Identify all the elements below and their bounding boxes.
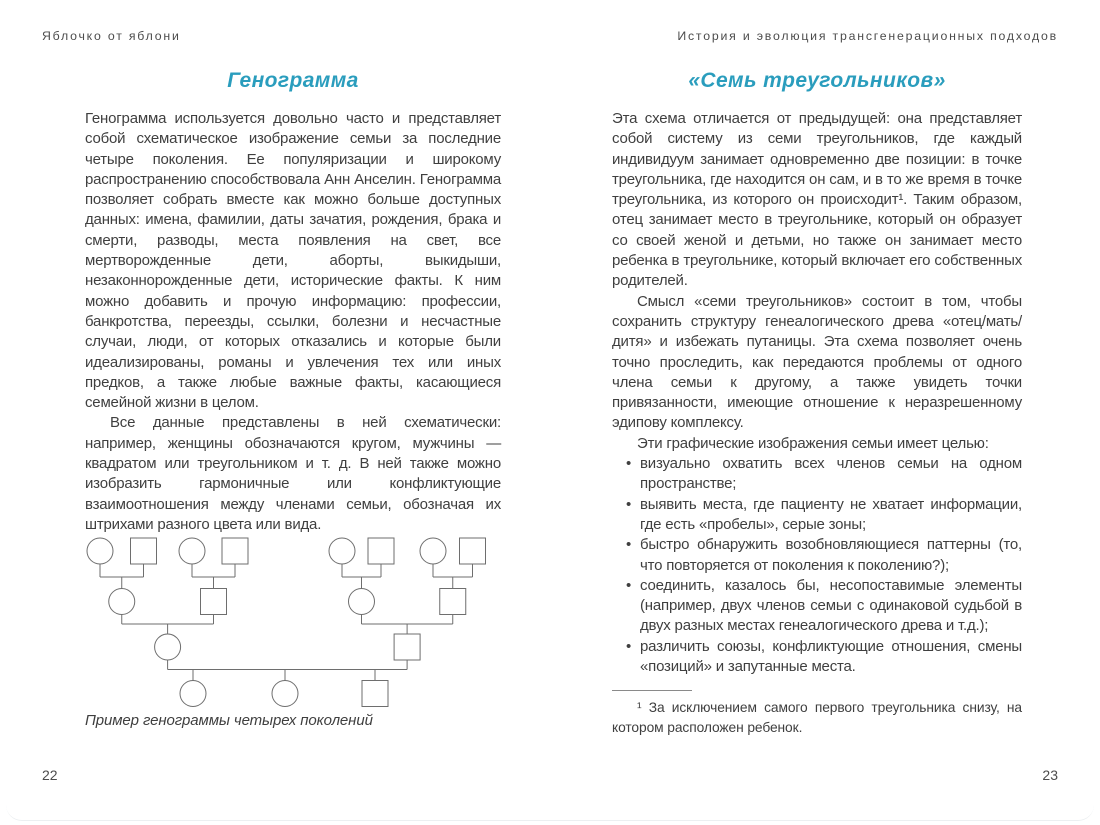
figure-caption: Пример генограммы четырех поколений xyxy=(85,712,373,729)
genogram-male-square xyxy=(440,589,466,615)
genogram-female-circle xyxy=(109,589,135,615)
genogram-female-circle xyxy=(180,681,206,707)
paragraph: Эта схема отличается от предыдущей: она представляет собой систему из семи треугольников, где каждый индивидуум занимает одновременно две позиции: в точке треугольника, где находится он сам, и в то же время в точке треугольника, из которого он происходит¹. Таким образом, отец занимает место в треугольнике, который он образует со своей женой и детьми, но также он занимает место ребенка в треугольнике, который включает его собственных родителей. xyxy=(612,110,1022,290)
left-page xyxy=(85,0,501,825)
genogram-male-square xyxy=(368,538,394,564)
page-number-left: 22 xyxy=(42,767,58,783)
bullet-item: • визуально охватить всех членов семьи на одном пространстве; xyxy=(612,454,1022,495)
footnote-text: ¹ За исключением самого первого треугольника снизу, на котором расположен ребенок. xyxy=(612,700,1022,735)
genogram-diagram xyxy=(85,528,505,713)
paragraph: Смысл «семи треугольников» состоит в том, чтобы сохранить структуру генеалогического древа «отец/мать/дитя» и избежать путаницы. Эта схема позволяет очень точно проследить, как передаются проблемы от одного члена семьи к другому, а также увидеть точки привязанности, имеющие отношение к неразрешенному эдипову комплексу. xyxy=(612,292,1022,432)
footnote xyxy=(612,690,1022,737)
genogram-male-square xyxy=(131,538,157,564)
running-head-right: История и эволюция трансгенерационных подходов xyxy=(677,29,1058,43)
footnote-rule xyxy=(612,690,692,691)
genogram-female-circle xyxy=(272,681,298,707)
genogram-female-circle xyxy=(420,538,446,564)
paragraph: Все данные представлены в ней схематически: например, женщины обозначаются кругом, мужчины — квадратом или треугольником и т. д. В ней также можно изобразить гармоничные или конфликтующие взаимоотношения между членами семьи, обозначая их штрихами разного цвета или вида. xyxy=(85,414,501,533)
bullets-intro: Эти графические изображения семьи имеет целью: xyxy=(637,434,989,452)
bullet-item: • быстро обнаружить возобновляющиеся паттерны (то, что повторяется от поколения к поколению?); xyxy=(612,535,1022,576)
page-number-right: 23 xyxy=(1042,767,1058,783)
genogram-male-square xyxy=(460,538,486,564)
left-page-body xyxy=(85,109,501,535)
right-page-heading: «Семь треугольников» xyxy=(688,69,946,92)
genogram-male-square xyxy=(362,681,388,707)
bullet-item: • соединить, казалось бы, несопоставимые элементы (например, двух членов семьи с одинаковой судьбой в двух разных местах генеалогического древа и т.д.); xyxy=(612,576,1022,637)
right-page-body xyxy=(612,109,1022,677)
right-page xyxy=(612,0,1022,825)
bullet-item: • различить союзы, конфликтующие отношения, смены «позиций» и запутанные места. xyxy=(612,637,1022,678)
running-head-left: Яблочко от яблони xyxy=(42,29,181,43)
genogram-female-circle xyxy=(179,538,205,564)
genogram-female-circle xyxy=(155,634,181,660)
goals-list xyxy=(612,454,1022,677)
genogram-male-square xyxy=(201,589,227,615)
genogram-female-circle xyxy=(87,538,113,564)
genogram-male-square xyxy=(222,538,248,564)
bullet-item: • выявить места, где пациенту не хватает информации, где есть «пробелы», серые зоны; xyxy=(612,495,1022,536)
genogram-female-circle xyxy=(329,538,355,564)
genogram-male-square xyxy=(394,634,420,660)
paragraph: Генограмма используется довольно часто и представляет собой схематическое изображение семьи за последние четыре поколения. Ее популяризации и широкому распространению способствовала Анн Анселин. Генограмма позволяет собрать вместе как можно больше доступных данных: имена, фамилии, даты зачатия, рождения, брака и смерти, разводы, места появления на свет, все мертворожденные дети, аборты, выкидыши, незаконнорожденные дети, исторические факты. К ним можно добавить и прочую информацию: профессии, банкротства, переезды, ссылки, болезни и несчастные случаи, люди, от которых отказались и которые были идеализированы, романы и увлечения тех или иных предков, а также любые важные факты, касающиеся семейной жизни в целом. xyxy=(85,110,501,412)
left-page-heading: Генограмма xyxy=(227,69,359,92)
genogram-female-circle xyxy=(349,589,375,615)
